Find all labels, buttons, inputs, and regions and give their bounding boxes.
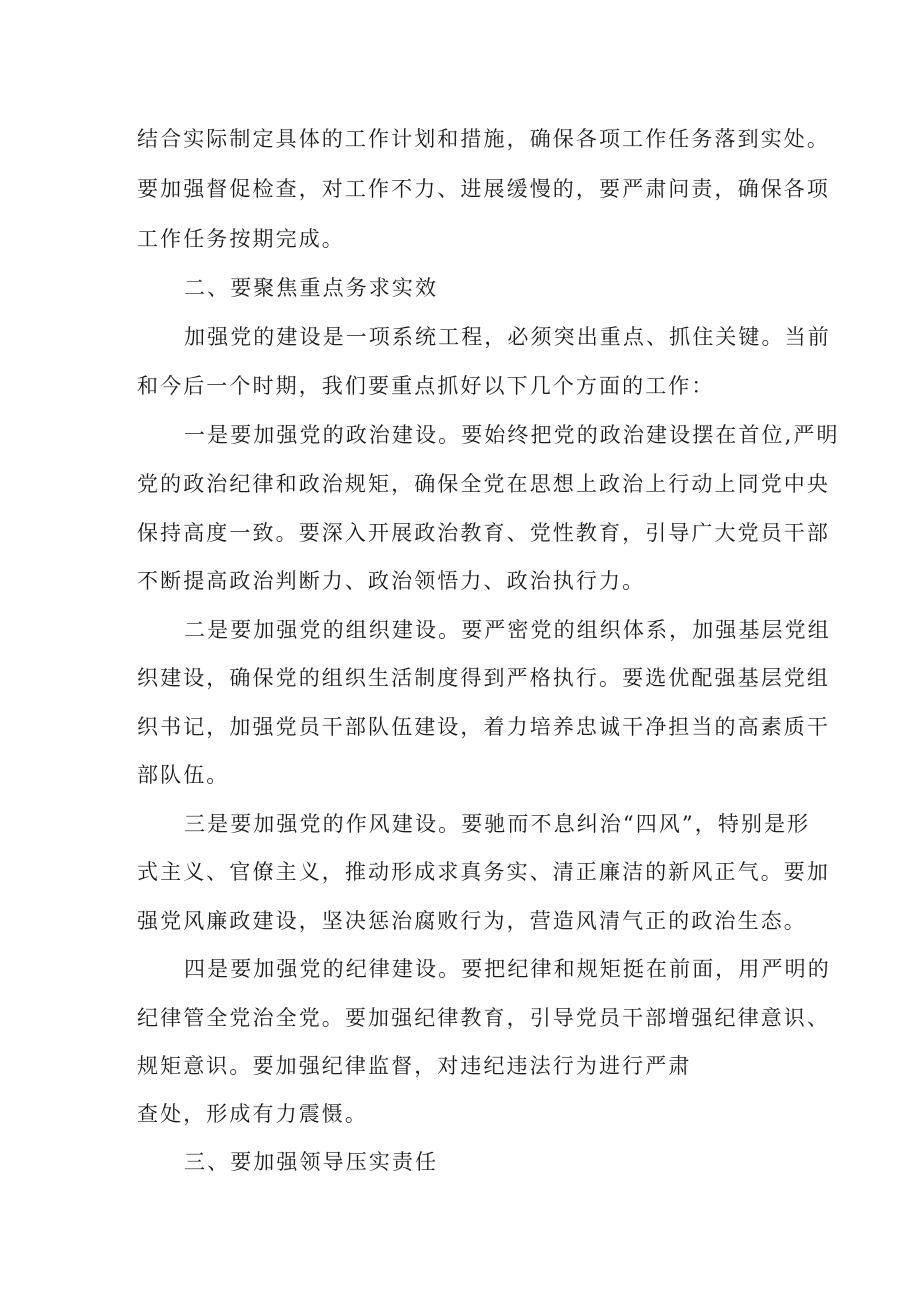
- paragraph-first-line: 一是要加强党的政治建设。要始终把党的政治建设摆在首位,严明: [184, 423, 840, 447]
- text-line: 强党风廉政建设，坚决惩治腐败行为，营造风清气正的政治生态。: [137, 909, 807, 933]
- paragraph-first-line: 三是要加强党的作风建设。要驰而不息纠治“四风”，特别是形: [184, 812, 811, 836]
- paragraph-first-line: 二是要加强党的组织建设。要严密党的组织体系，加强基层党组: [184, 618, 831, 642]
- paragraph-first-line: 加强党的建设是一项系统工程，必须突出重点、抓住关键。当前: [184, 325, 831, 349]
- text-line: 织书记，加强党员干部队伍建设，着力培养忠诚干净担当的高素质干: [137, 715, 830, 739]
- text-line: 部队伍。: [137, 763, 230, 787]
- text-line: 不断提高政治判断力、政治领悟力、政治执行力。: [137, 569, 646, 593]
- text-line: 党的政治纪律和政治规矩，确保全党在思想上政治上行动上同党中央: [137, 472, 830, 496]
- text-line: 要加强督促检查，对工作不力、进展缓慢的，要严肃问责，确保各项: [137, 177, 830, 201]
- section-heading: 三、要加强领导压实责任: [184, 1150, 439, 1174]
- paragraph-first-line: 四是要加强党的纪律建设。要把纪律和规矩挺在前面，用严明的: [184, 957, 831, 981]
- text-line: 和今后一个时期，我们要重点抓好以下几个方面的工作：: [137, 374, 715, 398]
- text-line: 查处，形成有力震慑。: [137, 1102, 368, 1126]
- text-line: 保持高度一致。要深入开展政治教育、党性教育，引导广大党员干部: [137, 521, 830, 545]
- text-line: 纪律管全党治全党。要加强纪律教育，引导党员干部增强纪律意识、: [137, 1006, 830, 1030]
- text-line: 织建设，确保党的组织生活制度得到严格执行。要选优配强基层党组: [137, 666, 830, 690]
- section-heading: 二、要聚焦重点务求实效: [184, 276, 439, 300]
- text-line: 工作任务按期完成。: [137, 227, 345, 251]
- text-line: 结合实际制定具体的工作计划和措施，确保各项工作任务落到实处。: [137, 127, 830, 151]
- text-line: 式主义、官僚主义，推动形成求真务实、清正廉洁的新风正气。要加: [137, 860, 830, 884]
- text-line: 规矩意识。要加强纪律监督，对违纪违法行为进行严肃: [137, 1054, 692, 1078]
